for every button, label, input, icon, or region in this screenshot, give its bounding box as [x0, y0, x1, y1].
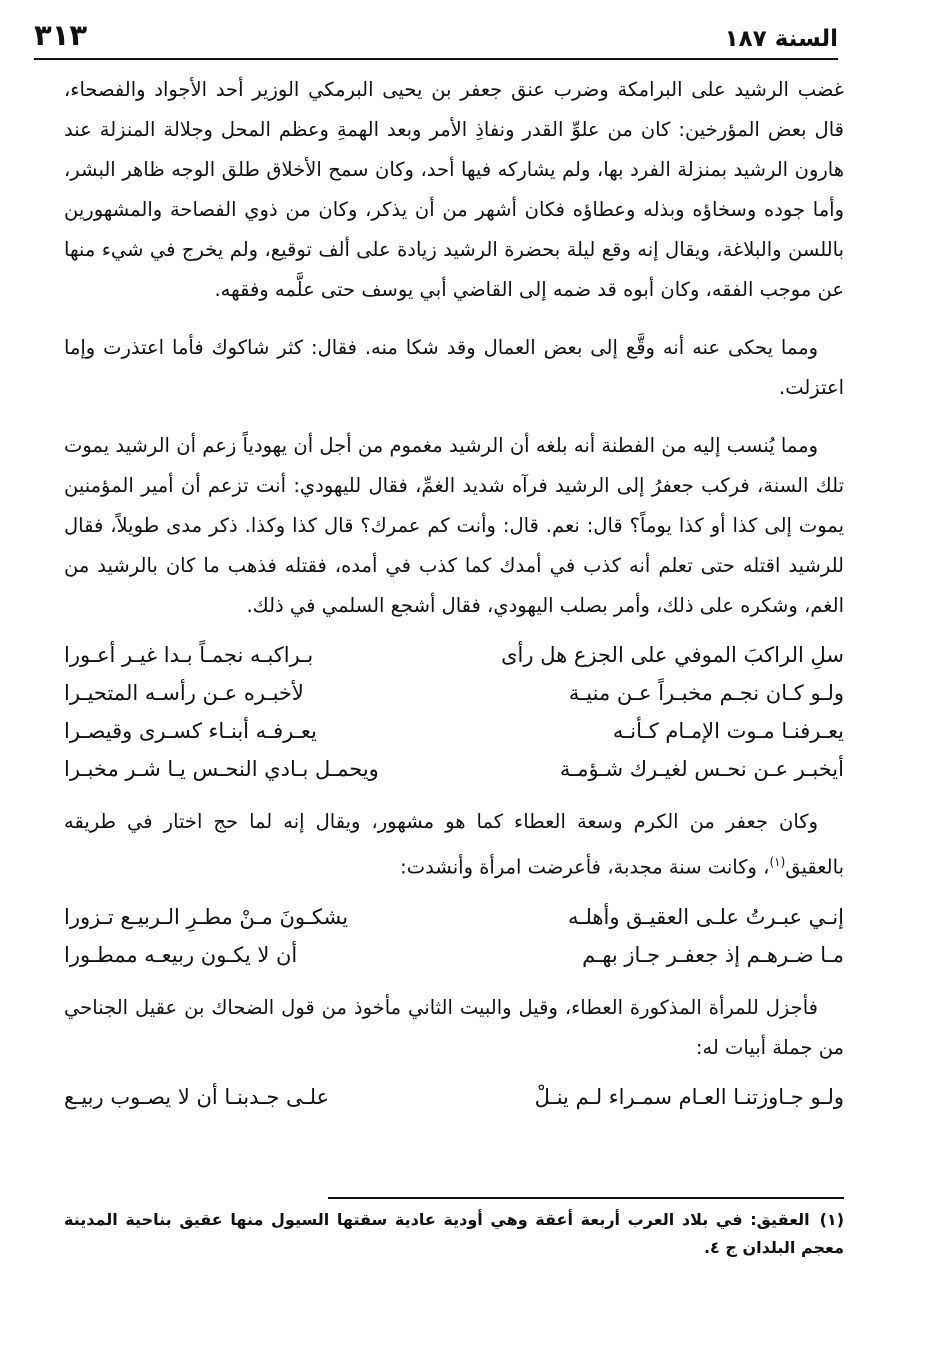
verse — [64, 898, 844, 936]
paragraph-jewish-prophecy: ومما يُنسب إليه من الفطنة أنه بلغه أن الرشيد مغموم من أجل أن يهودياً زعم أن الرشيد يموت تلك السنة، فركب جعفرُ إلى الرشيد فرآه شديد الغمِّ، فقال لليهودي: أنت تزعم أن أمير المؤمنين يموت إلى كذا أو كذا يوماً؟ قال: نعم. قال: وأنت كم عمرك؟ قال كذا وكذا. ذكر مدى طويلاً، فقال للرشيد اقتله حتى تعلم أنه كذب في أمدك كما كذب في أمده، فقتله فذهب ما كان بالرشيد من الغم، وشكره على ذلك، وأمر بصلب اليهودي، فقال أشجع السلمي في ذلك. — [64, 434, 844, 617]
verse-second-hemistich: ويحمـل بـادي النحـس يـا شـر مخبـرا — [64, 757, 379, 781]
paragraph-dahhak: فأجزل للمرأة المذكورة العطاء، وقيل والبيت الثاني مأخوذ من قول الضحاك بن عقيل الجناحي من جملة أبيات له: — [64, 995, 844, 1059]
verse-first-hemistich: ولـو كـان نجـم مخبـراً عـن منيـة — [568, 681, 844, 705]
paragraph-barmakids: غضب الرشيد على البرامكة وضرب عنق جعفر بن يحيى البرمكي الوزير أحد الأجواد والفصحاء، قال بعض المؤرخين: كان من علوِّ القدر ونفاذِ الأمر وبعد الهمةِ وعظم المحل وجلالة المنزلة عند هارون الرشيد بمنزلة الفرد بها، ولم يشاركه فيها أحد، وكان سمح الأخلاق طلق الوجه ظاهر البشر، وأما جوده وسخاؤه وبذله وعطاؤه فكان أشهر من أن يذكر، وكان من ذوي الفصاحة والمشهورين باللسن والبلاغة، ويقال إنه وقع ليلة بحضرة الرشيد زيادة على ألف توقيع، ولم يخرج في شيء منها عن موجب الفقه، وكان أبوه قد ضمه إلى القاضي أبي يوسف حتى علَّمه وفقهه. — [64, 78, 844, 301]
verse-first-hemistich: أيخبـر عـن نحـس لغيـرك شـؤمـة — [559, 757, 844, 781]
verse-second-hemistich: بـراكبـه نجمـاً بـدا غيـر أعـورا — [64, 643, 314, 667]
footnote-number: (١) — [819, 1210, 844, 1229]
body-text — [64, 70, 844, 1130]
poem-woman — [64, 898, 844, 974]
poem-ashja-sulami — [64, 636, 844, 788]
running-head-title: السنة ١٨٧ — [724, 26, 838, 52]
running-head — [34, 18, 838, 60]
verse-second-hemistich: يعـرفـه أبنـاء كسـرى وقيصـرا — [64, 719, 317, 743]
footnote-text: العقيق: في بلاد العرب أربعة أعقة وهي أودية عادية سقتها السيول منها عقيق بناحية المدينة معجم البلدان ج ٤. — [64, 1210, 844, 1257]
footnote — [64, 1206, 844, 1262]
verse — [64, 674, 844, 712]
verse-second-hemistich: علـى جـدبنـا أن لا يصـوب ربيـع — [64, 1084, 330, 1109]
paragraph-generosity-start: وكان جعفر من الكرم وسعة العطاء كما هو مشهور، ويقال إنه لما حج اختار في طريقه بالعقيق — [64, 810, 844, 879]
verse — [64, 712, 844, 750]
verse — [64, 1078, 844, 1116]
poem-dahhak — [64, 1078, 844, 1116]
verse-first-hemistich: مـا ضـرهـم إذ جعفـر جـاز بهـم — [582, 942, 844, 967]
paragraph-tawqi: ومما يحكى عنه أنه وقَّع إلى بعض العمال وقد شكا منه. فقال: كثر شاكوك فأما اعتذرت وإما اعتزلت. — [64, 336, 844, 399]
verse-second-hemistich: لأخبـره عـن رأسـه المتحيـرا — [64, 681, 304, 705]
paragraph-generosity — [64, 802, 844, 888]
verse — [64, 750, 844, 788]
footnote-reference[interactable]: (١) — [769, 855, 786, 869]
page-number: ٣١٣ — [34, 18, 88, 52]
verse-first-hemistich: سلِ الراكبَ الموفي على الجزع هل رأى — [501, 643, 844, 667]
verse — [64, 936, 844, 974]
paragraph-generosity-end: ، وكانت سنة مجدبة، فأعرضت امرأة وأنشدت: — [400, 855, 770, 879]
footnote-divider — [328, 1197, 844, 1199]
verse-first-hemistich: يعـرفنـا مـوت الإمـام كـأنـه — [612, 719, 844, 743]
verse-first-hemistich: إنـي عبـرتُ علـى العقيـق وأهلـه — [568, 904, 844, 929]
verse — [64, 636, 844, 674]
verse-first-hemistich: ولـو جـاوزتنـا العـام سمـراء لـم ينـلْ — [534, 1084, 844, 1109]
verse-second-hemistich: أن لا يكـون ربيعـه ممطـورا — [64, 942, 298, 967]
verse-second-hemistich: يشكـونَ مـنْ مطـرِ الـربيـع تـزورا — [64, 904, 349, 929]
